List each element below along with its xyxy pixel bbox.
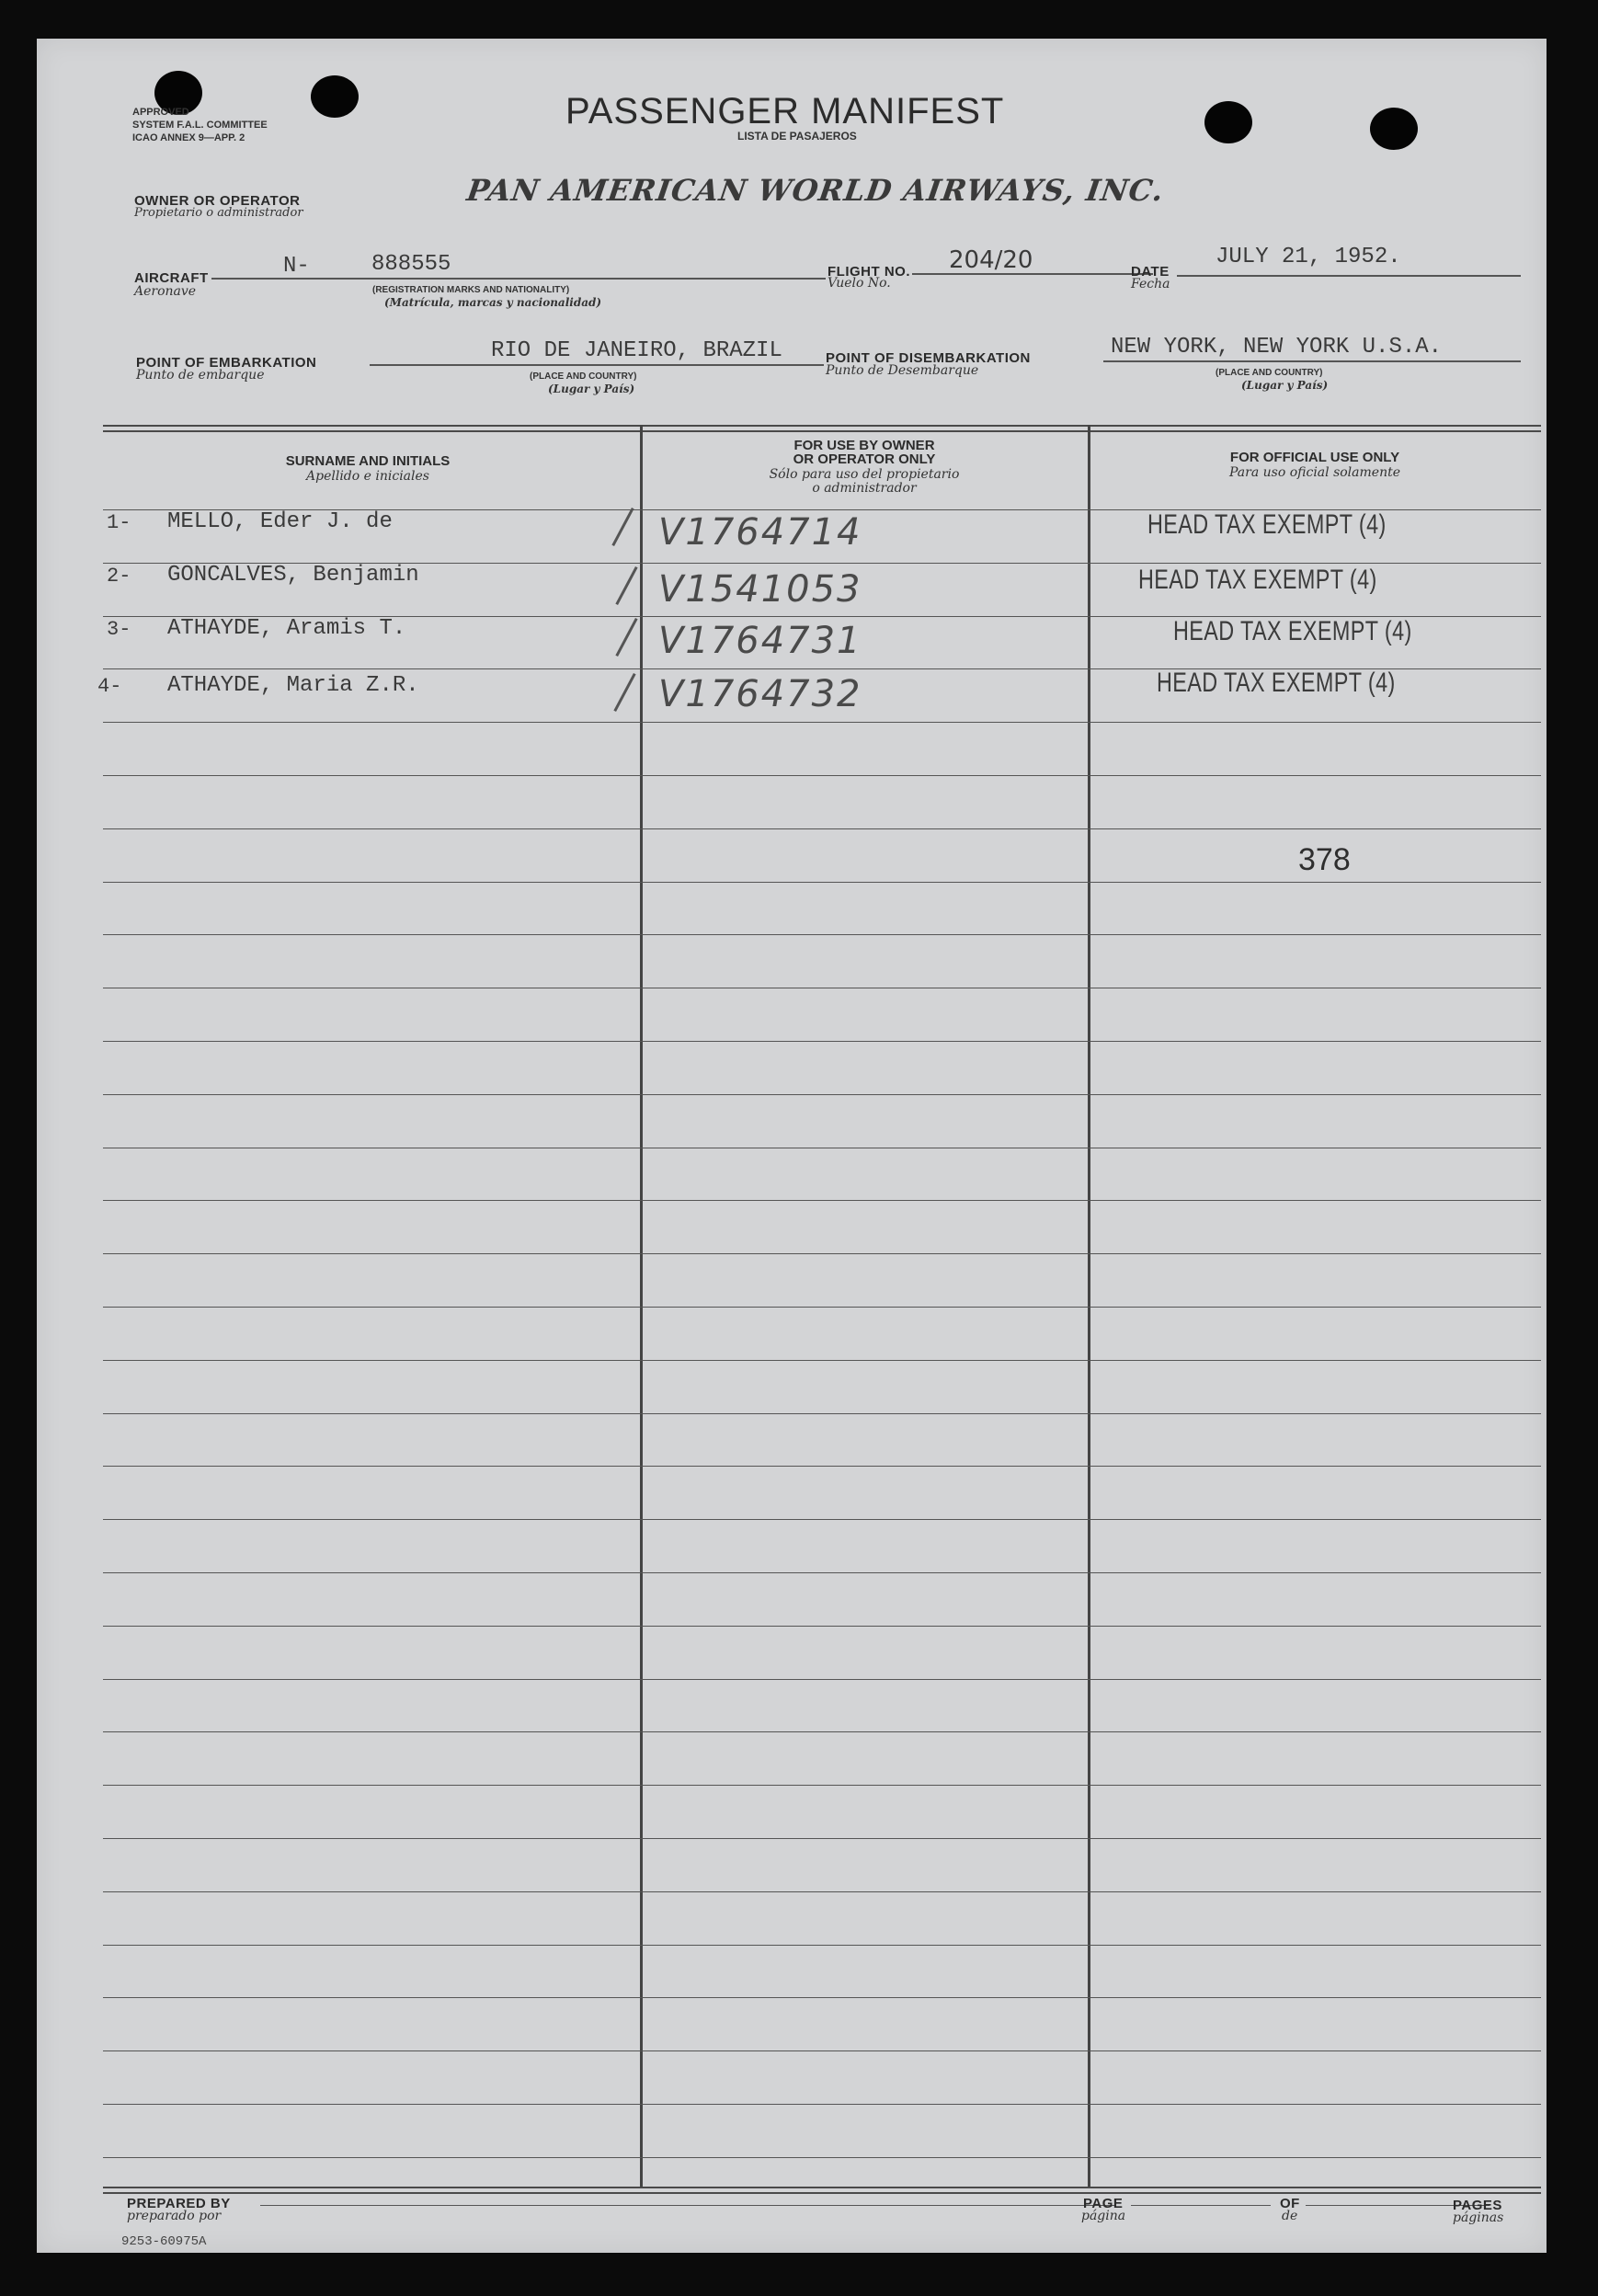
col-owner-head-es: Sólo para uso del propietario [769, 467, 960, 482]
registration-note-es: (Matrícula, marcas y nacionalidad) [384, 296, 602, 309]
table-rule [103, 1413, 1541, 1414]
table-rule [103, 1466, 1541, 1467]
table-bottom-rule [103, 2192, 1541, 2194]
embark-underline [370, 364, 824, 366]
of-label-es: de [1282, 2209, 1298, 2223]
disembark-place-note-es: (Lugar y País) [1241, 379, 1329, 392]
embark-value: RIO DE JANEIRO, BRAZIL [491, 338, 782, 363]
embark-label: POINT OF EMBARKATION [136, 355, 317, 371]
disembark-value: NEW YORK, NEW YORK U.S.A. [1111, 335, 1443, 360]
date-label: DATE [1131, 264, 1170, 280]
passenger-name: MELLO, Eder J. de [167, 509, 393, 534]
row-number: 3- [107, 618, 131, 641]
form-number: 9253-60975A [121, 2234, 207, 2249]
prepared-underline [260, 2205, 1115, 2206]
check-mark [613, 673, 635, 712]
embark-place-note: (PLACE AND COUNTRY) [530, 371, 637, 382]
disembark-label-es: Punto de Desembarque [826, 363, 979, 378]
official-stamp: HEAD TAX EXEMPT (4) [1157, 668, 1396, 698]
col-surname-head: SURNAME AND INITIALS [285, 453, 451, 469]
table-rule [103, 775, 1541, 776]
table-rule [103, 1307, 1541, 1308]
col-surname-head-es: Apellido e iniciales [306, 469, 429, 484]
table-rule [103, 1360, 1541, 1361]
owner-label-es: Propietario o administrador [134, 206, 303, 220]
aircraft-label: AIRCRAFT [134, 270, 209, 286]
table-top-rule [103, 430, 1541, 432]
official-stamp: HEAD TAX EXEMPT (4) [1147, 509, 1387, 540]
table-rule [103, 1094, 1541, 1095]
punch-hole [1370, 108, 1418, 150]
manifest-sheet [37, 39, 1547, 2253]
date-label-es: Fecha [1131, 277, 1170, 291]
pages-label: PAGES [1453, 2198, 1502, 2213]
flight-label-es: Vuelo No. [828, 276, 891, 291]
check-mark [611, 508, 633, 546]
page-label: PAGE [1083, 2196, 1124, 2211]
registration-note: (REGISTRATION MARKS AND NATIONALITY) [372, 285, 570, 295]
col-owner-head: FOR USE BY OWNER [793, 438, 935, 453]
table-rule [103, 1519, 1541, 1520]
prepared-label-es: preparado por [127, 2209, 222, 2223]
date-value: JULY 21, 1952. [1216, 245, 1401, 269]
punch-hole [311, 75, 359, 118]
table-rule [103, 722, 1541, 723]
punch-hole [1204, 101, 1252, 143]
table-rule [103, 1838, 1541, 1839]
check-mark [615, 566, 637, 605]
visa-number: V1541053 [658, 568, 862, 611]
row-number: 1- [107, 511, 131, 534]
table-rule [103, 2157, 1541, 2158]
aircraft-label-es: Aeronave [134, 284, 197, 299]
owner-value: PAN AMERICAN WORLD AIRWAYS, INC. [464, 173, 1167, 208]
approval-line: ICAO ANNEX 9—APP. 2 [132, 132, 245, 143]
pages-label-es: páginas [1453, 2210, 1504, 2225]
table-rule [103, 1731, 1541, 1732]
table-rule [103, 1679, 1541, 1680]
table-rule [103, 1997, 1541, 1998]
table-rule [103, 1891, 1541, 1892]
table-top-rule [103, 425, 1541, 427]
visa-number: V1764714 [658, 511, 862, 554]
row-number: 4- [97, 675, 122, 698]
date-underline [1177, 275, 1521, 277]
passenger-name: ATHAYDE, Maria Z.R. [167, 673, 419, 698]
approval-line: APPROVED [132, 107, 189, 118]
official-stamp: HEAD TAX EXEMPT (4) [1138, 565, 1377, 595]
table-rule [103, 882, 1541, 883]
approval-line: SYSTEM F.A.L. COMMITTEE [132, 120, 268, 131]
table-rule [103, 2104, 1541, 2105]
table-rule [103, 1200, 1541, 1201]
flight-value: 204/20 [949, 246, 1033, 274]
table-rule [103, 1626, 1541, 1627]
disembark-place-note: (PLACE AND COUNTRY) [1216, 368, 1323, 378]
disembark-underline [1103, 360, 1521, 362]
col-owner-head: OR OPERATOR ONLY [793, 451, 936, 467]
row-number: 2- [107, 565, 131, 588]
table-bottom-rule [103, 2187, 1541, 2188]
table-rule [103, 2050, 1541, 2051]
owner-label: OWNER OR OPERATOR [134, 193, 301, 209]
passenger-name: ATHAYDE, Aramis T. [167, 616, 406, 641]
table-rule [103, 934, 1541, 935]
table-rule [103, 828, 1541, 829]
table-rule [103, 1945, 1541, 1946]
column-divider [1088, 425, 1090, 2187]
visa-number: V1764732 [658, 673, 862, 715]
table-rule [103, 1253, 1541, 1254]
official-note: 378 [1298, 842, 1351, 877]
visa-number: V1764731 [658, 620, 862, 662]
col-official-head-es: Para uso oficial solamente [1229, 465, 1400, 480]
table-rule [103, 1572, 1541, 1573]
form-title-es: LISTA DE PASAJEROS [737, 130, 857, 143]
aircraft-value: 888555 [371, 252, 451, 277]
table-rule [103, 1785, 1541, 1786]
prepared-label: PREPARED BY [127, 2196, 231, 2211]
embark-label-es: Punto de embarque [136, 368, 265, 383]
col-official-head: FOR OFFICIAL USE ONLY [1229, 450, 1400, 465]
page-underline [1131, 2205, 1271, 2206]
aircraft-prefix: N- [283, 254, 310, 279]
official-stamp: HEAD TAX EXEMPT (4) [1173, 616, 1412, 646]
page-label-es: página [1081, 2209, 1126, 2223]
disembark-label: POINT OF DISEMBARKATION [826, 350, 1031, 366]
form-title: PASSENGER MANIFEST [565, 91, 1005, 131]
passenger-name: GONCALVES, Benjamin [167, 563, 419, 588]
check-mark [615, 618, 637, 657]
col-owner-head-es: o administrador [812, 481, 917, 496]
flight-label: FLIGHT NO. [828, 264, 910, 280]
table-rule [103, 1041, 1541, 1042]
of-label: OF [1280, 2196, 1300, 2211]
embark-place-note-es: (Lugar y País) [548, 383, 635, 395]
